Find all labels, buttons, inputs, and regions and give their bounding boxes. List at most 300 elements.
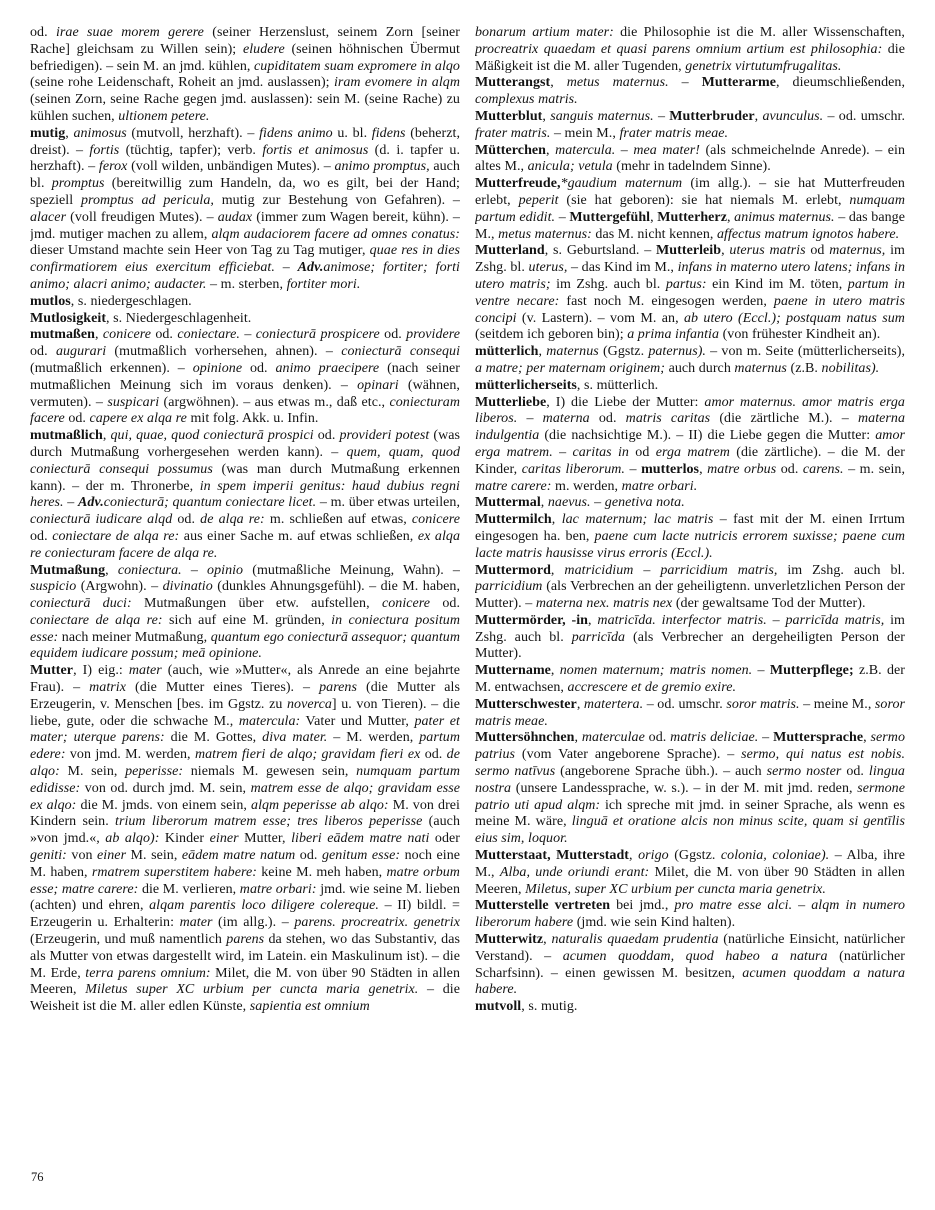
text-run: promptus	[51, 176, 105, 192]
text-run: mit folg. Akk. u. Infin.	[186, 411, 319, 427]
text-run: ab alqo):	[105, 831, 160, 847]
text-run: amor erga matrem.	[475, 428, 905, 460]
text-run: animus maternus.	[734, 209, 835, 225]
text-run: – fast mit der M. einen Irrtum eingesogen ha. ben,	[475, 512, 905, 544]
text-run: providere	[406, 327, 460, 343]
text-run: von jmd. M. werden,	[65, 747, 195, 763]
text-run: od.	[420, 747, 447, 763]
text-run: erga matrem	[655, 444, 730, 460]
text-run: od.	[30, 344, 56, 360]
text-run: paene in utero matris concipi	[475, 293, 905, 326]
text-run: im Zshg. auch bl.	[475, 612, 905, 645]
text-run: peperisse:	[125, 764, 184, 780]
text-run: Mutmaßung	[30, 562, 106, 578]
text-run: –	[615, 142, 634, 158]
text-run: die Mäßigkeit ist die M. aller Tugenden,	[475, 41, 905, 74]
text-run: , s. Geburtsland. –	[544, 243, 657, 259]
text-run: fidens animo	[259, 125, 333, 141]
entry-muttermoerder	[475, 613, 905, 663]
text-run: die M. jmds. von einem sein,	[76, 797, 252, 813]
text-run: Mutlosigkeit	[30, 310, 107, 326]
text-run: ein Kind im M. töten,	[706, 276, 848, 292]
text-run: –	[633, 562, 661, 578]
text-run: opinari	[357, 377, 399, 393]
text-run: ,	[65, 125, 74, 141]
text-run: noch eine M. haben,	[30, 848, 460, 880]
entry-muttermord	[475, 563, 905, 613]
text-run: maternus,	[829, 243, 886, 259]
text-run: in spem imperii genitus: haud dubius regni heres.	[30, 478, 460, 511]
text-run: alqm peperisse ab alqo:	[251, 797, 389, 813]
text-run: – meine M.,	[799, 696, 875, 712]
text-run: mutmaßen	[30, 327, 95, 343]
text-run: sermo, qui natus est nobis. sermo natīvus	[475, 747, 905, 780]
entry-muetterlicherseits	[475, 378, 905, 395]
text-run: , s. mütterlich.	[576, 377, 659, 393]
text-run: parricidium	[475, 579, 543, 595]
text-run: augurari	[55, 344, 107, 360]
text-run: partum edere:	[30, 730, 460, 763]
text-run: – m. über etwas urteilen,	[316, 495, 460, 511]
text-run: – M. werden,	[327, 730, 420, 746]
text-run: fast noch M. eingesogen werden,	[559, 293, 774, 309]
text-run: animose; fortiter; forti animo; alacri animo; audacter.	[30, 260, 460, 292]
text-run: matre orbari:	[239, 881, 317, 897]
text-run: ,	[574, 730, 582, 746]
text-run: maternus	[734, 360, 787, 376]
text-run: –	[766, 612, 786, 628]
text-run: (Argwohn). –	[76, 579, 163, 595]
text-run: ] u. von Tieren). – die liebe, gute, oder die schwache M.,	[30, 696, 460, 729]
text-run: Mutterliebe	[475, 394, 547, 410]
text-run: diva mater.	[262, 730, 328, 746]
continuation-mut	[30, 25, 460, 126]
text-run: avunculus.	[762, 108, 824, 124]
text-run: mütterlich	[475, 344, 539, 360]
text-run: conicere	[381, 596, 431, 612]
text-run: Mutterblut	[475, 108, 543, 124]
text-run: od	[628, 444, 656, 460]
text-run: (dunkles Ahnungsgefühl). – die M. haben,	[212, 579, 460, 595]
text-run: – od. umschr.	[823, 108, 905, 124]
entry-mutlos	[30, 294, 460, 311]
text-run: , dieumschließenden,	[776, 75, 905, 91]
text-run: Mutmaßungen über etw. aufstellen,	[131, 596, 382, 612]
page-number: 76	[31, 1170, 44, 1184]
text-run: mutig zur Bestehung von Gefahren). –	[213, 192, 460, 208]
text-run: (die Mutter als Erzeugerin, v. Menschen [bes. im Ggstz. zu	[30, 680, 460, 712]
text-run: od.	[242, 360, 276, 376]
text-run: od.	[644, 730, 671, 746]
text-run: auch durch	[665, 360, 735, 376]
text-run: Mutterangst	[475, 75, 551, 91]
text-run: linguā et oratione alcis non minus scite, quam si gentīlis eius sim, loquor.	[475, 814, 905, 847]
text-run: lingua nostra	[475, 764, 905, 796]
text-run: irae suae morem gerere	[55, 25, 204, 40]
text-run: (d. i. tapfer u. herzhaft). –	[30, 142, 460, 175]
text-run: M. sein,	[126, 848, 182, 864]
text-run: –	[239, 327, 256, 343]
text-run: sapientia est omnium	[249, 999, 370, 1015]
text-run: Muttersprache	[773, 730, 864, 746]
entry-muttername	[475, 663, 905, 697]
text-run: od.	[430, 596, 460, 612]
text-run: (z.B.	[786, 360, 822, 376]
text-run: matre orbum esse; matre carere:	[30, 864, 460, 897]
text-run: a matre; per maternam originem;	[475, 360, 666, 376]
text-run: opinione	[192, 360, 243, 376]
text-run: cupiditatem suam expromere in alqo	[254, 58, 460, 74]
text-run: peperit	[518, 192, 559, 208]
text-run: alacer	[30, 209, 67, 225]
text-run: Mutterland	[475, 243, 545, 259]
text-run: ,	[550, 562, 565, 578]
text-run: metus maternus.	[566, 75, 669, 91]
text-run: – m. sterben,	[206, 276, 287, 292]
text-run: partus:	[665, 276, 707, 292]
text-run: matris deliciae.	[670, 730, 759, 746]
entry-mutterstelle	[475, 898, 905, 932]
text-run: ,	[102, 428, 111, 444]
text-run: noverca	[286, 696, 332, 712]
text-run: matrix	[89, 680, 126, 696]
text-run: von	[66, 848, 98, 864]
text-run: – das Kind im M.,	[567, 260, 678, 276]
text-run: parens	[319, 680, 357, 696]
text-run: uterus matris	[729, 243, 806, 259]
text-run: provideri potest	[339, 428, 430, 444]
text-run: lac maternum; lac matris	[561, 512, 714, 528]
text-run: procreatrix quaedam et quasi parens omnium artium est philosophia:	[475, 41, 883, 57]
text-run: numquam partum edidit.	[475, 192, 905, 225]
text-run: nobilitas).	[821, 360, 880, 376]
text-run: Mutterwitz	[475, 932, 544, 948]
text-run: (der gewaltsame Tod der Mutter).	[672, 596, 866, 612]
text-run: mütterlicherseits	[475, 377, 577, 393]
continuation-mutter	[475, 25, 905, 75]
text-run: ,	[863, 730, 871, 746]
text-run: (Ggstz.	[668, 848, 721, 864]
text-run: (seinen höhnischen Übermut befriedigen). – sein M. an jmd. kühlen,	[30, 41, 460, 74]
text-run: ex alqa re coniecturam facere de alqa re.	[30, 528, 460, 561]
text-run: –	[758, 730, 774, 746]
text-run: (im allg.). – sie hat Mutterfreuden erlebt,	[475, 176, 905, 208]
text-run: Mutterfreude,	[475, 176, 561, 192]
text-run: jmd. wie seine M. lieben (achten) und ehren,	[30, 881, 460, 914]
text-run: quantum ego coniecturā assequor; quantum equidem iudicare possum; meā opinione.	[30, 629, 460, 662]
text-run: (wähnen, vermuten). –	[30, 377, 460, 410]
text-run: (die zärtliche M.). –	[710, 411, 858, 427]
text-run: pater et mater; uterque parens:	[30, 713, 460, 746]
text-run: coniectare.	[177, 327, 240, 343]
text-run: (die zärtliche). – die M. der Kinder,	[475, 444, 905, 477]
entry-muttermilch	[475, 512, 905, 562]
text-run: mater	[179, 915, 213, 931]
text-run: –	[590, 495, 605, 511]
text-run: coniecturam facere	[30, 394, 460, 427]
text-run: bonarum artium mater:	[475, 25, 614, 40]
text-run: ultionem petere.	[118, 108, 210, 124]
text-run: (seine rohe Leidenschaft, Roheit an jmd. auslassen);	[30, 75, 334, 91]
text-run: genitum esse:	[321, 848, 401, 864]
text-run: Mutterherz	[657, 209, 727, 225]
text-run: geniti:	[30, 848, 67, 864]
text-run: affectus matrum ignotos habere.	[716, 226, 900, 242]
text-run: paene cum lacte nutricis errorem suxisse; paene cum lacte matris hausisse virus erroris (Eccl.).	[475, 528, 905, 561]
text-run: aus einer Sache m. auf etwas schließen,	[179, 528, 418, 544]
text-run: ,	[629, 848, 639, 864]
text-run: einer	[209, 831, 239, 847]
text-run: (was man durch Mutmaßung erkennen kann). – der m. Thronerbe,	[30, 461, 460, 494]
text-run: opinio	[207, 562, 244, 578]
text-run: (beherzt, dreist). –	[30, 125, 460, 158]
text-run: qui, quae, quod coniecturā prospici	[110, 428, 314, 444]
text-run: colonia, coloniae).	[720, 848, 830, 864]
text-run: – Alba, ihre M.,	[475, 848, 905, 880]
text-run: de alqo:	[30, 747, 460, 780]
text-run: od.	[295, 848, 322, 864]
text-run: Muttermilch	[475, 512, 552, 528]
text-run: acumen quoddam, quod habeo a natura	[562, 948, 828, 964]
text-run: coniecturā consequi	[341, 344, 460, 360]
text-run: –	[552, 444, 573, 460]
text-run: coniecturā iudicare alqd	[30, 512, 173, 528]
text-run: matre orbus	[707, 461, 777, 477]
text-run: (jmd. wie sein Kind halten).	[573, 915, 736, 931]
text-run: (mehr in tadelndem Sinne).	[612, 159, 771, 175]
text-run: –	[181, 562, 208, 578]
text-run: ,	[546, 142, 556, 158]
text-run: mutlos	[30, 293, 71, 309]
text-run: (die nachsichtige M.). – II) die Liebe gegen die Mutter:	[539, 428, 876, 444]
text-run: im Zshg. auch bl.	[550, 276, 666, 292]
text-run: Mutterbruder	[669, 108, 755, 124]
text-run: coniecturā prospicere	[255, 327, 380, 343]
text-run: caritas in	[572, 444, 629, 460]
text-run: materna	[542, 411, 590, 427]
text-run: Mutterleib	[656, 243, 722, 259]
text-run: bei jmd.,	[610, 898, 675, 914]
text-run: fidens	[371, 125, 406, 141]
text-run: (tüchtig, tapfer); verb.	[119, 142, 263, 158]
text-run: od.	[150, 327, 178, 343]
text-run: pro matre esse alci.	[674, 898, 793, 914]
text-run: de alqa re:	[200, 512, 265, 528]
text-run: trium liberorum matrem esse; tres liberos peperisse	[115, 814, 423, 830]
text-run: – mein M.,	[550, 125, 620, 141]
text-run: Mutterstaat, Mutterstadt	[475, 848, 630, 864]
text-run: – von m. Seite (mütterlicherseits),	[705, 344, 905, 360]
text-run: da stehen, wo das Substantiv, das als Mutter von etwas dargestellt wird, im Latein. ein Maskulinum ist). – die M. Erde,	[30, 932, 460, 981]
text-run: ich spreche mit jmd. in seiner Sprache, als wenn es meine M. wäre,	[475, 797, 905, 830]
text-run: im Zshg. auch bl.	[777, 562, 905, 578]
text-run: od.	[589, 411, 626, 427]
entry-muttermal	[475, 495, 905, 512]
text-run: –	[653, 108, 670, 124]
text-run: (immer zum Wagen bereit, kühn). – jmd. mutiger machen zu allem,	[30, 209, 460, 242]
entry-mutig	[30, 126, 460, 294]
text-run: matercula:	[238, 713, 301, 729]
text-run: (als Verbrecher an dergeheiligten Person der Mutter).	[475, 629, 905, 662]
entry-mutterland	[475, 243, 905, 344]
text-run: Muttername	[475, 663, 551, 679]
text-run: materna indulgentia	[475, 411, 905, 444]
text-run: ,	[540, 495, 548, 511]
text-run: rmatrem superstitem habere:	[91, 864, 257, 880]
text-run: coniecturā duci:	[30, 596, 132, 612]
text-run: mutig	[30, 125, 66, 141]
text-run: ,	[543, 932, 552, 948]
entry-mutterwitz	[475, 932, 905, 999]
text-run: matre orbari.	[621, 478, 698, 494]
text-run: (argwöhnen). – aus etwas m., daß etc.,	[159, 394, 390, 410]
text-run: anicula; vetula	[527, 159, 613, 175]
text-run: alqm in numero liberorum habere	[475, 898, 905, 931]
text-run: alqm audaciorem facere ad omnes conatus:	[211, 226, 460, 242]
text-run: od.	[172, 512, 201, 528]
text-run: animo praecipere	[275, 360, 380, 376]
text-run: mea mater!	[633, 142, 700, 158]
text-run: mutterlos	[641, 461, 700, 477]
text-run: matre carere:	[475, 478, 552, 494]
text-run: ,	[726, 209, 735, 225]
text-run: oder	[429, 831, 460, 847]
text-run: –	[752, 663, 770, 679]
text-run: ,	[699, 461, 708, 477]
text-run: – od. umschr.	[643, 696, 727, 712]
text-run: Adv.	[297, 260, 324, 276]
text-run: –	[792, 898, 812, 914]
text-run: von od. durch jmd. M. sein,	[80, 780, 251, 796]
text-run: coniectare de alqa re:	[52, 528, 180, 544]
text-run: quem, quam, quod coniecturā consequi possumus	[30, 444, 460, 477]
text-run: od.	[30, 25, 56, 40]
text-run: promptus ad pericula,	[80, 192, 214, 208]
text-run: animosus	[73, 125, 127, 141]
text-run: (nach seiner mutmaßlichen Meinung sich im voraus denken). –	[30, 360, 460, 393]
text-run: die Philosophie ist die M. aller Wissenschaften,	[613, 25, 905, 40]
text-run: (als schmeichelnde Anrede). – ein altes M.,	[475, 142, 905, 175]
text-run: parricīda matris,	[785, 612, 885, 628]
text-run: od.	[30, 528, 53, 544]
text-run: uterus,	[528, 260, 568, 276]
text-run: ferox	[98, 159, 128, 175]
text-run: mutvoll	[475, 999, 522, 1015]
text-run: (mutmaßliche Meinung, Wahn). –	[243, 562, 460, 578]
text-run: parens. procreatrix. genetrix	[294, 915, 460, 931]
text-run: Mutterarme	[701, 75, 776, 91]
text-run: soror matris.	[726, 696, 800, 712]
text-run: od.	[841, 764, 869, 780]
text-run: coniecturā; quantum coniectare licet.	[103, 495, 317, 511]
text-run: parricīda	[571, 629, 626, 645]
text-run: (seinen Zorn, seine Rache gegen jmd. auslassen): sein M. (seine Rache) zu kühlen suchen,	[30, 92, 460, 124]
text-run: (die Mutter eines Tieres). –	[126, 680, 320, 696]
text-run: ,	[550, 663, 560, 679]
text-run: soror matris meae.	[475, 696, 905, 729]
text-run: Alba, unde oriundi erant:	[499, 864, 650, 880]
text-run: capere ex alqa re	[89, 411, 187, 427]
text-run: Muttergefühl	[569, 209, 651, 225]
entry-muetterlich	[475, 344, 905, 378]
text-run: carens.	[802, 461, 844, 477]
text-run: materna nex. matris nex	[535, 596, 673, 612]
text-run: od.	[776, 461, 803, 477]
text-run: , I) eig.:	[73, 663, 129, 679]
text-run: nach meiner Mutmaßung,	[58, 629, 211, 645]
text-run: matrem fieri de alqo; gravidam fieri ex	[194, 747, 421, 763]
text-run: suspicari	[107, 394, 160, 410]
text-run: matricīda. interfector matris.	[597, 612, 767, 628]
text-run: dieser Umstand machte sein Heer von Tag zu Tag mutiger,	[30, 243, 370, 259]
text-run: das M. nicht kennen,	[591, 226, 717, 242]
entry-mutter	[30, 663, 460, 1016]
entry-mutterfreude	[475, 176, 905, 243]
entry-mutvoll	[475, 999, 905, 1016]
left-column	[30, 25, 460, 1167]
text-run: – m. sein,	[843, 461, 905, 477]
text-run: eādem matre natum	[181, 848, 296, 864]
text-run: mutmaßlich	[30, 428, 103, 444]
text-run: Kinder	[159, 831, 210, 847]
text-run: (natürlicher Scharfsinn). – einen gewissen M. besitzen,	[475, 948, 905, 981]
text-run: Muttersöhnchen	[475, 730, 575, 746]
text-run: –	[624, 461, 642, 477]
text-run: sermo noster	[766, 764, 842, 780]
text-run: matricidium	[564, 562, 634, 578]
text-run: (v. Lastern). – vom M. an,	[516, 310, 684, 326]
text-run: Muttermörder, -in	[475, 612, 589, 628]
text-run: Mutterpflege;	[769, 663, 854, 679]
entry-mutlosigkeit	[30, 311, 460, 328]
text-run: M. von drei Kindern sein.	[30, 797, 460, 830]
text-run: accrescere et de gremio exire.	[567, 680, 737, 696]
text-run: , s. mutig.	[521, 999, 578, 1015]
text-run: parricidium matris,	[660, 562, 778, 578]
text-run: genetiva nota.	[604, 495, 685, 511]
text-run: –	[517, 411, 543, 427]
text-run: sich auf eine M. gründen,	[162, 612, 332, 628]
text-run: (voll wilden, unbändigen Mutes). –	[127, 159, 335, 175]
text-run: , I) die Liebe der Mutter:	[546, 394, 705, 410]
text-run: quae res in dies confirmatiorem eius exercitum efficiebat.	[30, 243, 460, 276]
text-run: fortiter mori.	[286, 276, 361, 292]
text-run: Mutter,	[238, 831, 292, 847]
entry-mutterstaat	[475, 848, 905, 898]
text-run: –	[668, 75, 702, 91]
text-run: coniectare de alqa re:	[30, 612, 163, 628]
text-run: ,	[94, 327, 103, 343]
text-run: auch bl.	[30, 159, 460, 192]
text-run: numquam partum edidisse:	[30, 764, 460, 796]
text-run: ,	[105, 562, 118, 578]
text-run: a prima infantia	[627, 327, 720, 343]
text-run: *gaudium maternum	[560, 176, 683, 192]
text-run: (vom Vater angeborene Sprache). –	[515, 747, 742, 763]
text-run: (auch, wie »Mutter«, als Anrede an eine bejahrte Frau). –	[30, 663, 460, 696]
text-run: (mutvoll, herzhaft). –	[126, 125, 260, 141]
text-run: M. sein,	[59, 764, 126, 780]
text-run: liberi eādem matre nati	[291, 831, 430, 847]
text-run: alqam parentis loco diligere colereque.	[149, 898, 379, 914]
text-run: maternus	[546, 344, 599, 360]
text-run: amor maternus. amor matris erga liberos.	[475, 394, 905, 427]
text-run: (voll freudigen Mutes). –	[66, 209, 218, 225]
text-run: (seitdem ich geboren bin);	[475, 327, 628, 343]
text-run: (angeborene Sprache übh.). – auch	[555, 764, 767, 780]
entry-mutterliebe	[475, 395, 905, 496]
text-run: – das bange M.,	[475, 209, 905, 242]
